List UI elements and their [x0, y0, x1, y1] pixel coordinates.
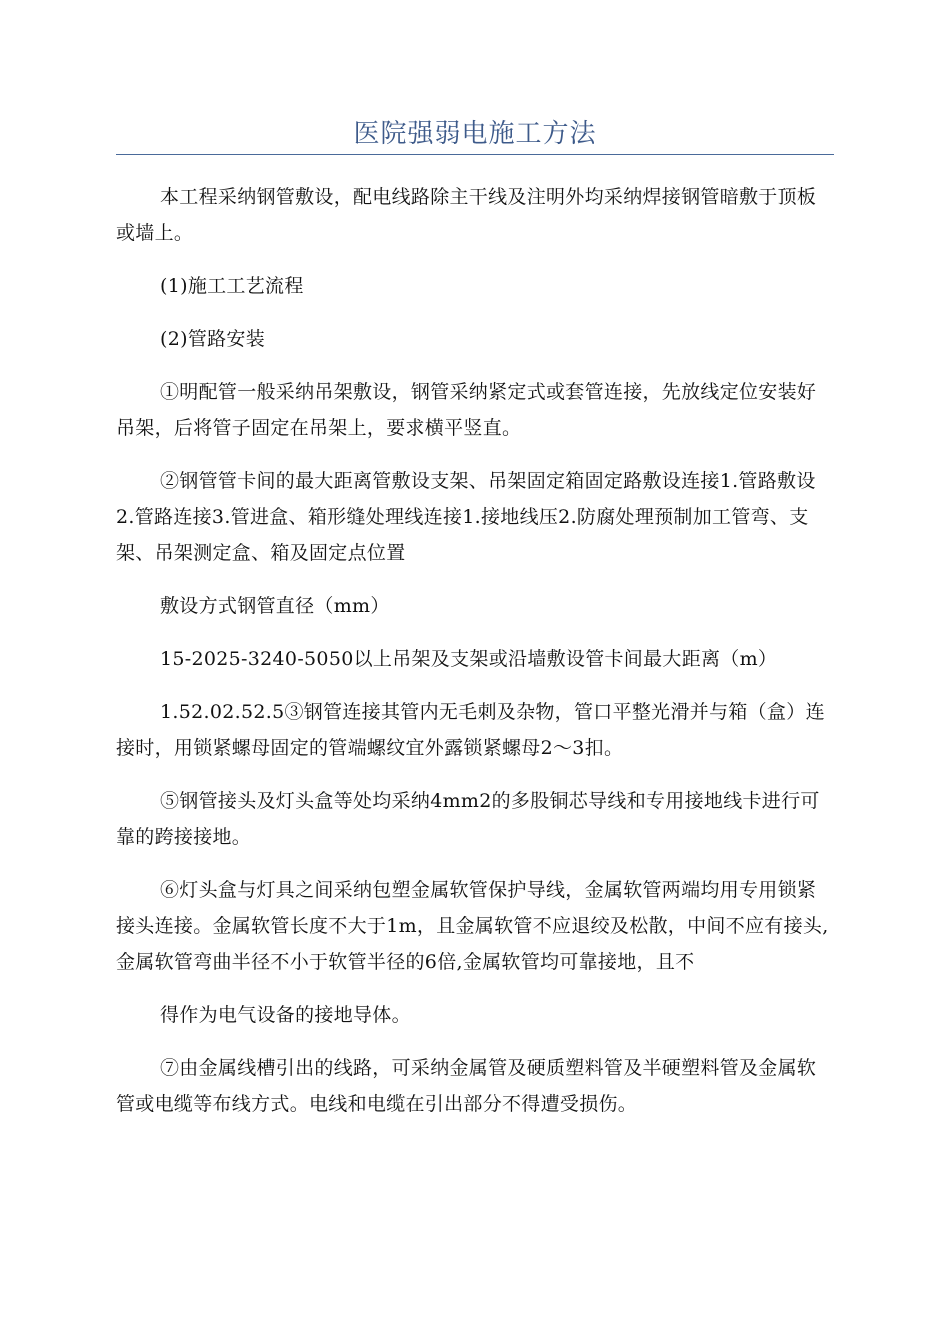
paragraph-intro: 本工程采纳钢管敷设，配电线路除主干线及注明外均采纳焊接钢管暗敷于顶板或墙上。 — [116, 186, 817, 244]
paragraph-item-2: ②钢管管卡间的最大距离管敷设支架、吊架固定箱固定路敷设连接1.管路敷设2.管路连接3.管进盒、箱形缝处理线连接1.接地线压2.防腐处理预制加工管弯、支架、吊架测定盒、箱及固定点位置 — [116, 470, 816, 564]
paragraph-item-5: ⑤钢管接头及灯头盒等处均采纳4mm2的多股铜芯导线和专用接地线卡进行可靠的跨接接地。 — [116, 790, 820, 848]
document-title: 医院强弱电施工方法 — [353, 119, 597, 149]
paragraph-pipe-install-heading: (2)管路安装 — [160, 328, 266, 350]
paragraph-item-6: ⑥灯头盒与灯具之间采纳包塑金属软管保护导线，金属软管两端均用专用锁紧接头连接。金属软管长度不大于1m，且金属软管不应退绞及松散，中间不应有接头,金属软管弯曲半径不小于软管半径的6倍,金属软管均可靠接地，且不 — [116, 879, 829, 973]
paragraph-item-6-continued: 得作为电气设备的接地导体。 — [160, 1004, 411, 1026]
title-underline — [116, 154, 834, 155]
paragraph-item-7: ⑦由金属线槽引出的线路，可采纳金属管及硬质塑料管及半硬塑料管及金属软管或电缆等布线方式。电线和电缆在引出部分不得遭受损伤。 — [116, 1057, 817, 1115]
paragraph-spacing-table: 15-2025-3240-5050以上吊架及支架或沿墙敷设管卡间最大距离（m） — [160, 648, 778, 670]
paragraph-item-1: ①明配管一般采纳吊架敷设，钢管采纳紧定式或套管连接，先放线定位安装好吊架，后将管子固定在吊架上，要求横平竖直。 — [116, 381, 817, 439]
document-body — [116, 179, 834, 1122]
paragraph-process-heading: (1)施工工艺流程 — [160, 275, 304, 297]
paragraph-laying-method: 敷设方式钢管直径（mm） — [160, 595, 390, 617]
document-page — [116, 0, 834, 1139]
paragraph-item-3: 1.52.02.52.5③钢管连接其管内无毛刺及杂物，管口平整光滑并与箱（盒）连接时，用锁紧螺母固定的管端螺纹宜外露锁紧螺母2～3扣。 — [116, 701, 825, 759]
